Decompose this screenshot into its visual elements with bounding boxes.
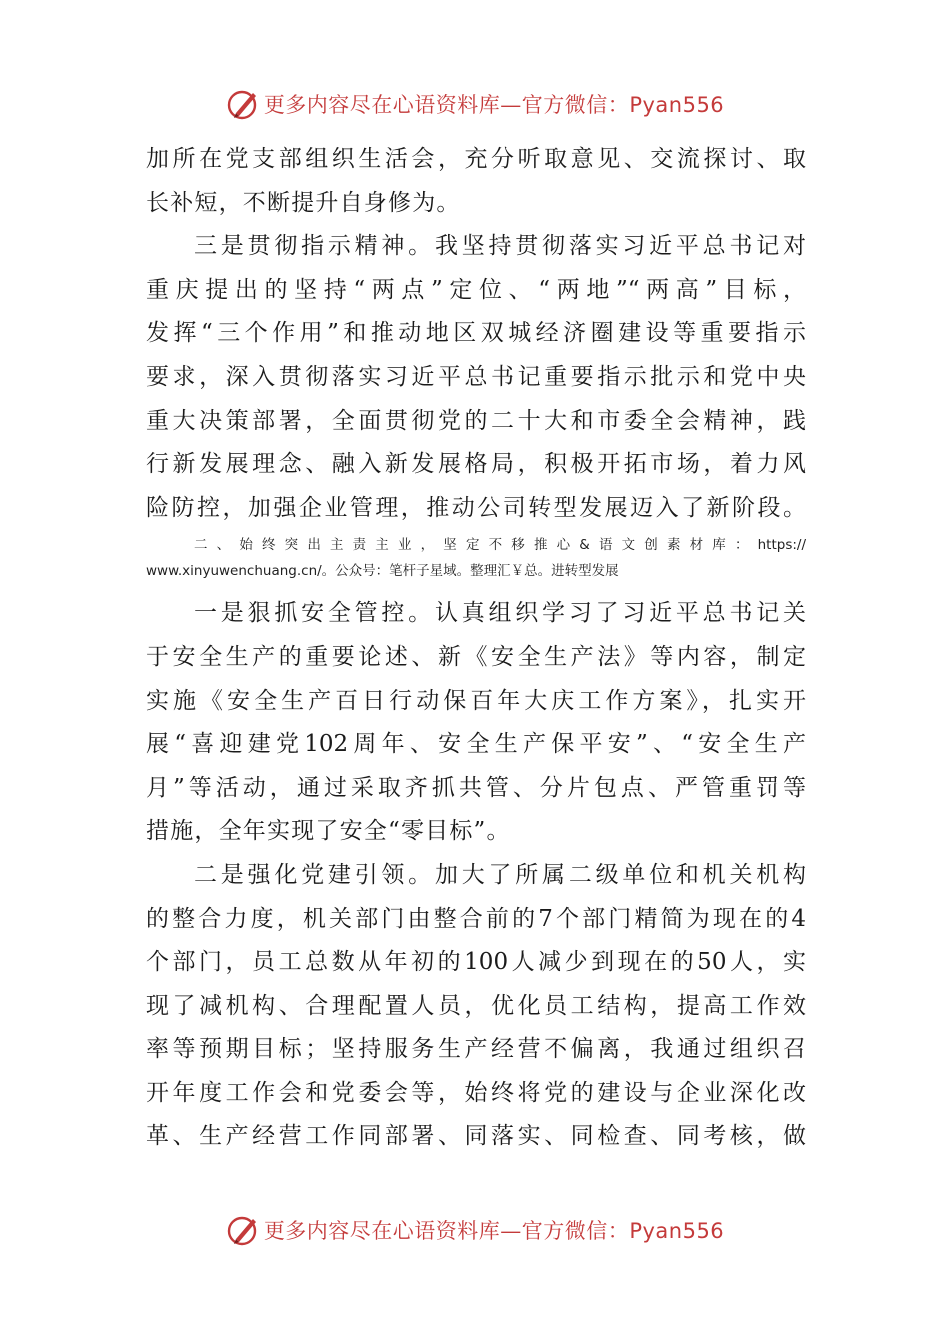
pen-circle-logo-icon [226, 1213, 260, 1247]
text-line: 要求，深入贯彻落实习近平总书记重要指示批示和党中央 [146, 363, 806, 390]
text-line: 险防控，加强企业管理，推动公司转型发展迈入了新阶段。 [146, 494, 806, 521]
text-line: 措施，全年实现了安全“零目标”。 [146, 818, 511, 845]
text-line: 月”等活动，通过采取齐抓共管、分片包点、严管重罚等 [146, 774, 806, 801]
text-line: 三是贯彻指示精神。我坚持贯彻落实习近平总书记对 [194, 233, 806, 260]
paragraph-4 [146, 854, 806, 1159]
text-line: 开年度工作会和党委会等，始终将党的建设与企业深化改 [146, 1079, 806, 1106]
banner-text: 更多内容尽在心语资料库—官方微信：Pyan556 [263, 93, 725, 117]
text-line: 二是强化党建引领。加大了所属二级单位和机关机构 [194, 861, 806, 888]
header-banner [0, 84, 950, 124]
text-line: 于安全生产的重要论述、新《安全生产法》等内容，制定 [146, 643, 806, 670]
text-line: 的整合力度，机关部门由整合前的7个部门精简为现在的4 [146, 905, 806, 932]
text-line: 率等预期目标；坚持服务生产经营不偏离，我通过组织召 [146, 1036, 806, 1063]
text-line: 展“喜迎建党102周年、安全生产保平安”、“安全生产 [146, 731, 806, 758]
text-line: 重大决策部署，全面贯彻党的二十大和市委全会精神，践 [146, 407, 806, 434]
heading-line: 二、始终突出主责主业，坚定不移推心&语文创素材库：https:// [194, 537, 806, 554]
paragraph-2 [146, 225, 806, 530]
text-line: 实施《安全生产百日行动保百年大庆工作方案》，扎实开 [146, 687, 806, 714]
pen-circle-logo-icon [226, 87, 260, 121]
text-line: 发挥“三个作用”和推动地区双城经济圈建设等重要指示 [146, 320, 806, 347]
text-line: 一是狠抓安全管控。认真组织学习了习近平总书记关 [194, 600, 806, 627]
footer-banner [0, 1210, 950, 1250]
text-line: 加所在党支部组织生活会，充分听取意见、交流探讨、取 [146, 146, 806, 172]
text-line: 现了减机构、合理配置人员，优化员工结构，提高工作效 [146, 992, 806, 1019]
text-line: 长补短，不断提升自身修为。 [146, 189, 461, 216]
text-line: 革、生产经营工作同部署、同落实、同检查、同考核，做 [146, 1123, 806, 1150]
text-line: 行新发展理念、融入新发展格局，积极开拓市场，着力风 [146, 451, 806, 478]
paragraph-1 [146, 138, 806, 225]
document-body [146, 138, 806, 1159]
section-heading-2 [146, 532, 806, 584]
heading-line: www.xinyuwenchuang.cn/。公众号：笔杆子星域。整理汇￥总。进转型发展 [146, 563, 619, 580]
paragraph-3 [146, 592, 806, 854]
text-line: 个部门，员工总数从年初的100人减少到现在的50人，实 [146, 949, 806, 976]
text-line: 重庆提出的坚持“两点”定位、“两地”“两高”目标， [146, 276, 806, 303]
banner-text: 更多内容尽在心语资料库—官方微信：Pyan556 [263, 1219, 725, 1243]
